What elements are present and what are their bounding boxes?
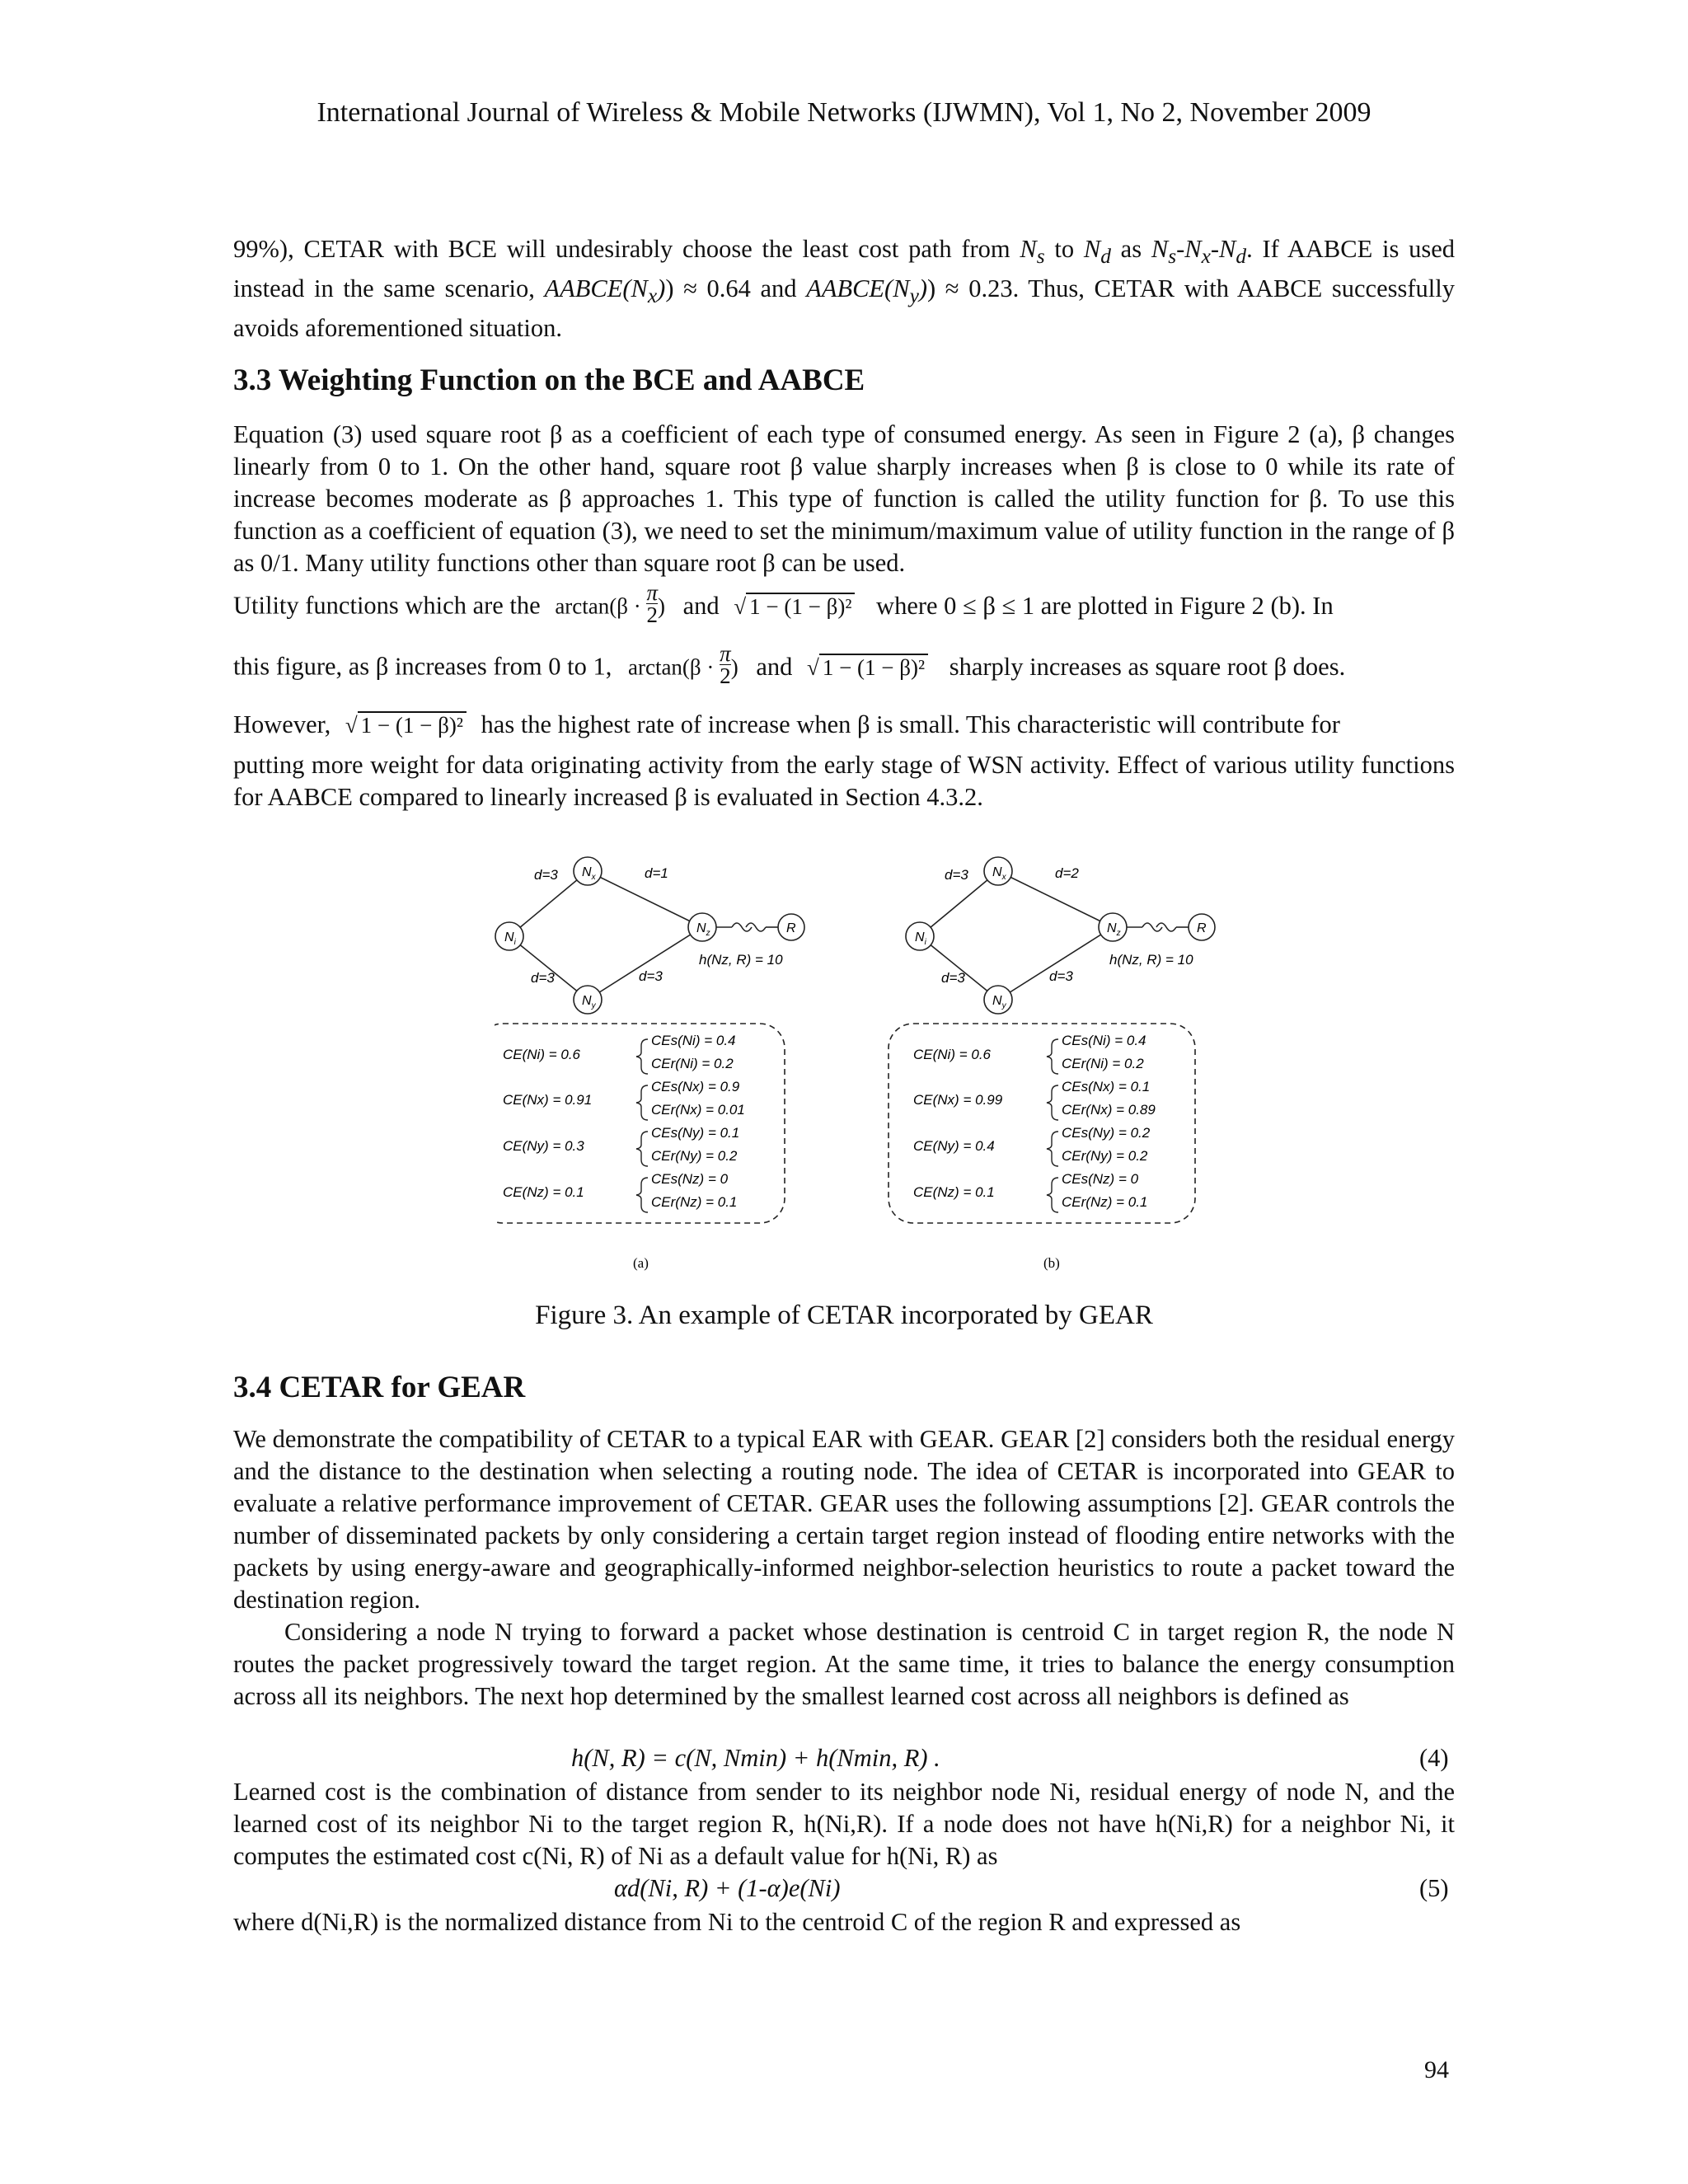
ces-ni-a: CEs(Ni) = 0.4 [651, 1033, 736, 1048]
h-label-b: h(Nz, R) = 10 [1109, 952, 1193, 968]
node-nz-a: $N_z$ [696, 921, 710, 938]
d-xz-b: d=2 [1055, 865, 1079, 881]
node-ny-a: $N_y$ [582, 994, 596, 1010]
ces-nz-a: CEs(Nz) = 0 [651, 1171, 729, 1187]
section-3-3-tail: putting more weight for data originating activity from the early stage of WSN activity. Effect of various utility functions for AABCE compared to linearly increased β is evaluated in Section 4.3.2. [233, 751, 1455, 811]
figure-3-diagram [495, 841, 1236, 1286]
cer-nx-b: CEr(Nx) = 0.89 [1062, 1102, 1156, 1118]
ce-ny-a: CE(Ny) = 0.3 [503, 1138, 584, 1154]
section-3-4-paragraph-1: We demonstrate the compatibility of CETAR to a typical EAR with GEAR. GEAR [2] considers both the residual energy and the distance to the destination when selecting a routing node. The idea of CETAR is incorporated into GEAR to evaluate a relative performance improvement of CETAR. GEAR uses the following assumptions [2]. GEAR controls the number of disseminated packets by only considering a certain target region instead of flooding entire networks with the packets by using energy-aware and geographically-informed neighbor-selection heuristics to route a packet toward the destination region. [233, 1425, 1455, 1614]
equation-4: h(N, R) = c(N, Nmin) + h(Nmin, R) . [571, 1744, 940, 1772]
node-ny-b: $N_y$ [992, 994, 1006, 1010]
panel-b [889, 857, 1215, 1271]
d-ix-a: d=3 [534, 867, 558, 883]
panel-a-label: (a) [633, 1255, 649, 1271]
ce-nx-a: CE(Nx) = 0.91 [503, 1092, 593, 1108]
d-ix-b: d=3 [945, 867, 968, 883]
h-label-a: h(Nz, R) = 10 [699, 952, 783, 968]
cer-ny-a: CEr(Ny) = 0.2 [651, 1148, 738, 1164]
node-ni-a: $N_i$ [504, 930, 516, 947]
utility-formula-line-3: However, √ 1 − (1 − β)² has the highest rate of increase when β is small. This characteristic will contribute for [233, 710, 1340, 738]
node-ni-b: $N_i$ [915, 930, 926, 947]
ces-ny-a: CEs(Ny) = 0.1 [651, 1125, 740, 1141]
utility-formula-line-2: this figure, as β increases from 0 to 1, arctan(β · $\frac{\pi}{2}$ ) and √ 1 − (1 − β)² sharply increases as square root β does. [233, 641, 1346, 688]
section-3-4-paragraph-4: where d(Ni,R) is the normalized distance from Ni to the centroid C of the region R and expressed as [233, 1908, 1241, 1936]
ce-nz-a: CE(Nz) = 0.1 [503, 1184, 584, 1200]
ce-ni-b: CE(Ni) = 0.6 [913, 1047, 991, 1062]
cer-nz-b: CEr(Nz) = 0.1 [1062, 1194, 1148, 1210]
figure-caption: Figure 3. An example of CETAR incorporated by GEAR [535, 1301, 1153, 1330]
section-3-4-paragraph-2: Considering a node N trying to forward a packet whose destination is centroid C in target region R, the node N routes the packet progressively toward the target region. At the same time, it tries to balance the energy consumption across all its neighbors. The next hop determined by the smallest learned cost across all neighbors is defined as [233, 1618, 1455, 1710]
d-yz-b: d=3 [1049, 968, 1073, 984]
ce-nz-b: CE(Nz) = 0.1 [913, 1184, 995, 1200]
cer-nz-a: CEr(Nz) = 0.1 [651, 1194, 738, 1210]
equation-5: αd(Ni, R) + (1-α)e(Ni) [614, 1874, 841, 1902]
node-r-a: R [786, 921, 796, 935]
panel-a [495, 857, 804, 1271]
cer-ni-b: CEr(Ni) = 0.2 [1062, 1056, 1144, 1071]
page-number: 94 [1424, 2056, 1449, 2083]
section-3-4-paragraph-3: Learned cost is the combination of distance from sender to its neighbor node Ni, residual energy of node N, and the learned cost of its neighbor Ni to the target region R, h(Ni,R). If a node does not have h(Ni,R) for a neighbor Ni, it computes the estimated cost c(Ni, R) of Ni as a default value for h(Ni, R) as [233, 1778, 1455, 1870]
ce-ny-b: CE(Ny) = 0.4 [913, 1138, 995, 1154]
ces-ni-b: CEs(Ni) = 0.4 [1062, 1033, 1146, 1048]
cer-nx-a: CEr(Nx) = 0.01 [651, 1102, 745, 1118]
ce-ni-a: CE(Ni) = 0.6 [503, 1047, 580, 1062]
equation-4-number: (4) [1419, 1744, 1449, 1772]
cer-ny-b: CEr(Ny) = 0.2 [1062, 1148, 1148, 1164]
panel-b-label: (b) [1043, 1255, 1060, 1271]
node-nx-a: $N_x$ [582, 865, 596, 882]
equation-5-number: (5) [1419, 1874, 1449, 1902]
ce-nx-b: CE(Nx) = 0.99 [913, 1092, 1003, 1108]
section-3-3-paragraph: Equation (3) used square root β as a coefficient of each type of consumed energy. As seen in Figure 2 (a), β changes linearly from 0 to 1. On the other hand, square root β value sharply increases when β is close to 0 while its rate of increase becomes moderate as β approaches 1. This type of function is called the utility function for β. To use this function as a coefficient of equation (3), we need to set the minimum/maximum value of utility function in the range of β as 0/1. Many utility functions other than square root β can be used. [233, 420, 1455, 577]
ces-nx-a: CEs(Nx) = 0.9 [651, 1079, 740, 1094]
d-iy-b: d=3 [941, 970, 965, 986]
ces-nx-b: CEs(Nx) = 0.1 [1062, 1079, 1151, 1094]
d-yz-a: d=3 [639, 968, 663, 984]
section-3-3-heading: 3.3 Weighting Function on the BCE and AABCE [233, 363, 865, 397]
cer-ni-a: CEr(Ni) = 0.2 [651, 1056, 734, 1071]
node-nx-b: $N_x$ [992, 865, 1006, 882]
journal-header: International Journal of Wireless & Mobile Networks (IJWMN), Vol 1, No 2, November 2009 [316, 97, 1372, 128]
d-iy-a: d=3 [531, 970, 555, 986]
utility-formula-line-1: Utility functions which are the arctan(β · $\frac{\pi}{2}$ ) and √ 1 − (1 − β)² where 0 ≤ β ≤ 1 are plotted in Figure 2 (b). In [233, 580, 1334, 627]
d-xz-a: d=1 [645, 865, 668, 881]
section-3-4-heading: 3.4 CETAR for GEAR [233, 1371, 526, 1404]
ces-ny-b: CEs(Ny) = 0.2 [1062, 1125, 1151, 1141]
intro-paragraph: 99%), CETAR with BCE will undesirably choose the least cost path from $N_s$ to $N_d$ as $N_s-N_x-N_d$. If AABCE is used instead in the same scenario, $AABCE(N_x)) \approx 0.64$ and $AABCE(N_y)) \approx 0.23$. Thus, CETAR with AABCE successfully avoids aforementioned situation. [233, 235, 1455, 343]
node-r-b: R [1197, 921, 1207, 935]
node-nz-b: $N_z$ [1107, 921, 1121, 938]
ces-nz-b: CEs(Nz) = 0 [1062, 1171, 1139, 1187]
